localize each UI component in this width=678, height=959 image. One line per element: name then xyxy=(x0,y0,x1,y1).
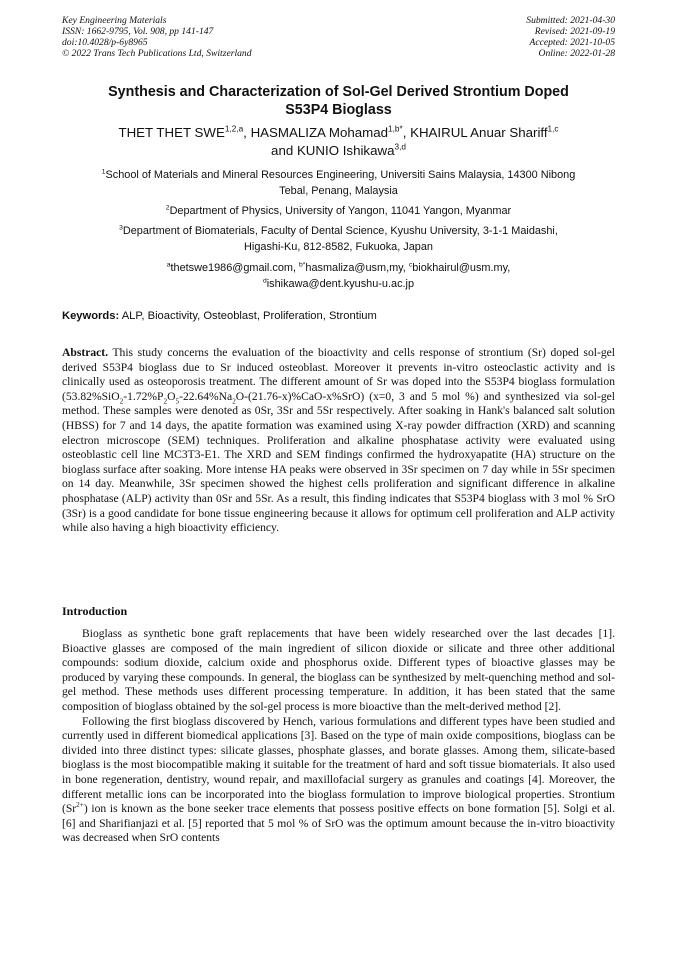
title-line-1: Synthesis and Characterization of Sol-Gel Derived Strontium Doped xyxy=(108,84,569,100)
abstract-sub: 2 xyxy=(232,397,236,406)
author-sep: , xyxy=(402,125,411,140)
abstract-sub: 5 xyxy=(175,397,180,406)
aff-1-line-2: Tebal, Penang, Malaysia xyxy=(279,185,398,197)
aff-1-line-1: School of Materials and Mineral Resources Engineering, Universiti Sains Malaysia, 14300 Nibong xyxy=(105,169,576,181)
introduction-body xyxy=(62,627,615,846)
email-b[interactable]: hasmaliza@usm,my, xyxy=(305,262,409,274)
keywords xyxy=(62,309,615,324)
email-b-sup: b* xyxy=(299,261,306,269)
aff-3-sup: 3 xyxy=(119,224,123,232)
paper-title xyxy=(62,83,615,119)
aff-1-sup: 1 xyxy=(101,168,106,176)
revised-date: Revised: 2021-09-19 xyxy=(534,26,615,37)
journal-header xyxy=(62,15,252,59)
accepted-date: Accepted: 2021-10-05 xyxy=(529,37,615,48)
author-3: KHAIRUL Anuar Shariff xyxy=(410,125,548,140)
abstract-sub: 2 xyxy=(119,397,124,406)
submitted-date: Submitted: 2021-04-30 xyxy=(526,15,615,26)
abstract-text: O-(21.76-x)%CaO-x%SrO) (x=0, 3 and 5 mol %) and synthesized via sol-gel method. These samples were denoted as 0Sr, 3Sr and 5Sr respectively. After soaking in Hank's balanced salt solution (HBSS) for 7 and 14 days, the apatite formation was examined using X-ray powder diffraction (XRD) and scanning electron microscope (SEM) techniques. Proliferation and alkaline phosphatase activity were evaluated using osteoblastic cell line MC3T3-E1. The XRD and SEM findings confirmed the hydroxyapatite (HA) structure on the bioglass surface after soaking. More intense HA peaks were observed in 3Sr specimen on 7 day while in 5Sr specimen on 14 day. Meanwhile, 3Sr specimen showed the highest cells proliferation and significant difference in alkaline phosphatase (ALP) activity than 0Sr and 5Sr. As a result, this finding indicates that S53P4 bioglass with 3 mol % SrO (3Sr) is a good candidate for bone tissue engineering because it allows for optimum cell proliferation and ALP activity while also having a high bioactivity efficiency. xyxy=(62,389,615,535)
intro-p2-text: ) ion is known as the bone seeker trace elements that possess positive effects on bone formation [5]. Solgi et al. [6] and Sharifianjazi et al. [5] reported that 5 mol % of SrO was the optimum amount because the in-vitro bioactivity was decreased when SrO contents xyxy=(62,802,615,845)
email-list xyxy=(62,260,615,292)
copyright-line: © 2022 Trans Tech Publications Ltd, Switzerland xyxy=(62,48,252,59)
author-2-sup: 1,b* xyxy=(388,124,403,134)
abstract-text: This study concerns the evaluation of the bioactivity and cells response of strontium (Sr) doped sol-gel derived S53P4 bioglass due to Sr induced osteoblast. Moreover it prevents in-vitro osteoclastic activity and is clinically used as osteoporosis treatment. The different amount of Sr was doped into the S53P4 bioglass formulation (53.82%SiO xyxy=(62,346,615,403)
doi-line: doi:10.4028/p-6y8965 xyxy=(62,37,148,48)
author-2: HASMALIZA Mohamad xyxy=(250,125,389,140)
aff-2-text: Department of Physics, University of Yangon, 11041 Yangon, Myanmar xyxy=(169,205,512,217)
title-line-2: S53P4 Bioglass xyxy=(285,102,392,118)
abstract-text: -1.72%P xyxy=(123,389,164,403)
author-and: and xyxy=(271,143,297,158)
abstract-label: Abstract. xyxy=(62,346,109,359)
aff-3-line-1: Department of Biomaterials, Faculty of Dental Science, Kyushu University, 3-1-1 Maidashi, xyxy=(122,225,558,237)
author-3-sup: 1,c xyxy=(547,124,559,134)
journal-name: Key Engineering Materials xyxy=(62,15,167,26)
abstract-sub: 2 xyxy=(163,397,168,406)
email-d-sup: d xyxy=(262,277,267,285)
affiliation-1 xyxy=(62,167,615,199)
intro-p2-sup: 2+ xyxy=(76,801,84,810)
author-line-2 xyxy=(62,142,615,160)
intro-paragraph-2 xyxy=(62,715,615,846)
author-4-sup: 3,d xyxy=(394,142,406,152)
aff-2-sup: 2 xyxy=(165,204,170,212)
author-list xyxy=(62,124,615,160)
online-date: Online: 2022-01-28 xyxy=(538,48,615,59)
dates-header xyxy=(526,15,615,59)
author-sep: , xyxy=(243,125,251,140)
intro-p2-text: Following the first bioglass discovered by Hench, various formulations and different types have been studied and currently used in different biomedical applications [3]. Based on the type of main oxide compositions, bioglass can be divided into three distinct types: silicate glasses, phosphate glasses, and borate glasses. Among them, silicate-based bioglass is the most biocompatible making it suitable for the treatment of hard and soft tissue biomaterials. It also used in bone regeneration, dentistry, wound repair, and maxillofacial surgery as granules and coatings [4]. Moreover, the different metallic ions can be incorporated into the bioglass formulation to improve biological properties. Strontium (Sr xyxy=(62,714,615,816)
author-1-sup: 1,2,a xyxy=(224,124,244,134)
author-4: KUNIO Ishikawa xyxy=(296,143,395,158)
affiliation-3 xyxy=(62,223,615,255)
issn-line: ISSN: 1662-9795, Vol. 908, pp 141-147 xyxy=(62,26,214,37)
email-a[interactable]: thetswe1986@gmail.com, xyxy=(170,262,300,274)
author-1: THET THET SWE xyxy=(118,125,225,140)
author-line-1 xyxy=(62,124,615,142)
section-heading-introduction: Introduction xyxy=(62,604,128,618)
email-c-sup: c xyxy=(408,261,413,269)
email-a-sup: a xyxy=(166,261,171,269)
keywords-text: ALP, Bioactivity, Osteoblast, Proliferation, Strontium xyxy=(119,310,377,322)
email-d[interactable]: ishikawa@dent.kyushu-u.ac.jp xyxy=(266,278,415,290)
abstract-text: O xyxy=(167,389,176,403)
abstract xyxy=(62,346,615,536)
keywords-label: Keywords: xyxy=(62,310,120,322)
email-c[interactable]: biokhairul@usm.my, xyxy=(412,262,511,274)
affiliation-2 xyxy=(62,203,615,219)
aff-3-line-2: Higashi-Ku, 812-8582, Fukuoka, Japan xyxy=(244,241,433,253)
abstract-text: -22.64%Na xyxy=(179,389,233,403)
intro-paragraph-1: Bioglass as synthetic bone graft replacements that have been widely researched over the last decades [1]. Bioactive glasses are composed of the main ingredient of silicon dioxide or silicate and three other additional compounds: sodium dioxide, calcium oxide and phosphorus oxide. Different types of bioactive glasses may be produced by varying these compounds. In general, the bioglass can be synthesized by melt-quenching method and sol-gel method. These methods uses different processing temperature. In addition, it has been stated that the same composition of bioglass obtained by the sol-gel process is more bioactive than the melt-derived method [2]. xyxy=(62,627,615,713)
